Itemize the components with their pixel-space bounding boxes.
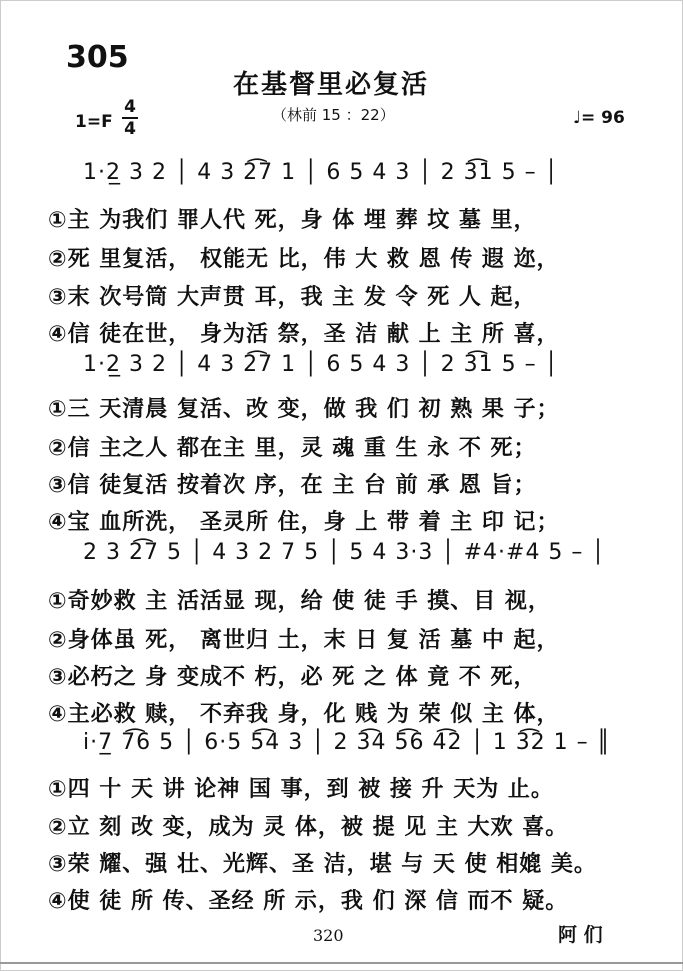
lyric-line-2-3: ③信 徒复活 按着次 序，在 主 台 前 承 恩 旨；	[48, 473, 537, 498]
time-signature-bottom: 4	[124, 119, 136, 139]
lyric-line-3-3: ③必朽之 身 变成不 朽，必 死 之 体 竟 不 死，	[48, 665, 537, 690]
bottom-rule	[0, 962, 683, 964]
lyric-line-1-2: ②死 里复活， 权能无 比，伟 大 救 恩 传 遐 迩，	[48, 247, 560, 272]
music-line-4: i·7̲ 7͡6 5 │ 6·5 5͡4 3 │ 2 3͡4 5͡6 4͡2 │ 1 3͡2 1 – ║	[83, 730, 611, 755]
time-signature-top: 4	[124, 97, 136, 117]
key-signature: 1=F	[75, 112, 113, 132]
music-line-1: 1·2̲ 3 2 │ 4 3 2͡7 1 │ 6 5 4 3 │ 2 3͡1 5 – │	[83, 160, 559, 185]
hymn-title: 在基督里必复活	[233, 70, 430, 100]
lyric-line-4-4: ④使 徒 所 传、圣经 所 示，我 们 深 信 而不 疑。	[48, 889, 569, 914]
lyric-line-1-4: ④信 徒在世， 身为活 祭，圣 洁 献 上 主 所 喜，	[48, 322, 560, 347]
lyric-line-1-1: ①主 为我们 罪人代 死，身 体 埋 葬 坟 墓 里，	[48, 208, 537, 233]
amen-text: 阿 们	[558, 924, 603, 946]
lyric-line-1-3: ③末 次号筒 大声贯 耳，我 主 发 令 死 人 起，	[48, 285, 537, 310]
lyric-line-3-1: ①奇妙救 主 活活显 现，给 使 徒 手 摸、目 视，	[48, 589, 551, 614]
lyric-line-4-3: ③荣 耀、强 壮、光辉、圣 洁，堪 与 天 使 相媲 美。	[48, 852, 597, 877]
page-number: 320	[313, 926, 344, 945]
lyric-line-4-1: ①四 十 天 讲 论神 国 事，到 被 接 升 天为 止。	[48, 777, 554, 802]
music-line-3: 2 3 2͡7 5 │ 4 3 2 7 5 │ 5 4 3·3 │ #4·#4 5 – │	[83, 540, 606, 565]
lyric-line-2-4: ④宝 血所洗， 圣灵所 住，身 上 带 着 主 印 记；	[48, 510, 560, 535]
time-signature	[122, 98, 138, 138]
tempo-marking: ♩= 96	[573, 108, 625, 128]
hymn-number: 305	[66, 40, 129, 75]
lyric-line-2-1: ①三 天清晨 复活、改 变，做 我 们 初 熟 果 子；	[48, 397, 560, 422]
music-line-2: 1·2̲ 3 2 │ 4 3 2͡7 1 │ 6 5 4 3 │ 2 3͡1 5 – │	[83, 352, 559, 377]
lyric-line-3-2: ②身体虽 死， 离世归 土，末 日 复 活 墓 中 起，	[48, 628, 560, 653]
lyric-line-4-2: ②立 刻 改 变，成为 灵 体，被 提 见 主 大欢 喜。	[48, 815, 569, 840]
lyric-line-2-2: ②信 主之人 都在主 里，灵 魂 重 生 永 不 死；	[48, 436, 537, 461]
lyric-line-3-4: ④主必救 赎， 不弃我 身，化 贱 为 荣 似 主 体，	[48, 702, 560, 727]
scripture-reference: （林前 15 ：22）	[272, 106, 395, 124]
